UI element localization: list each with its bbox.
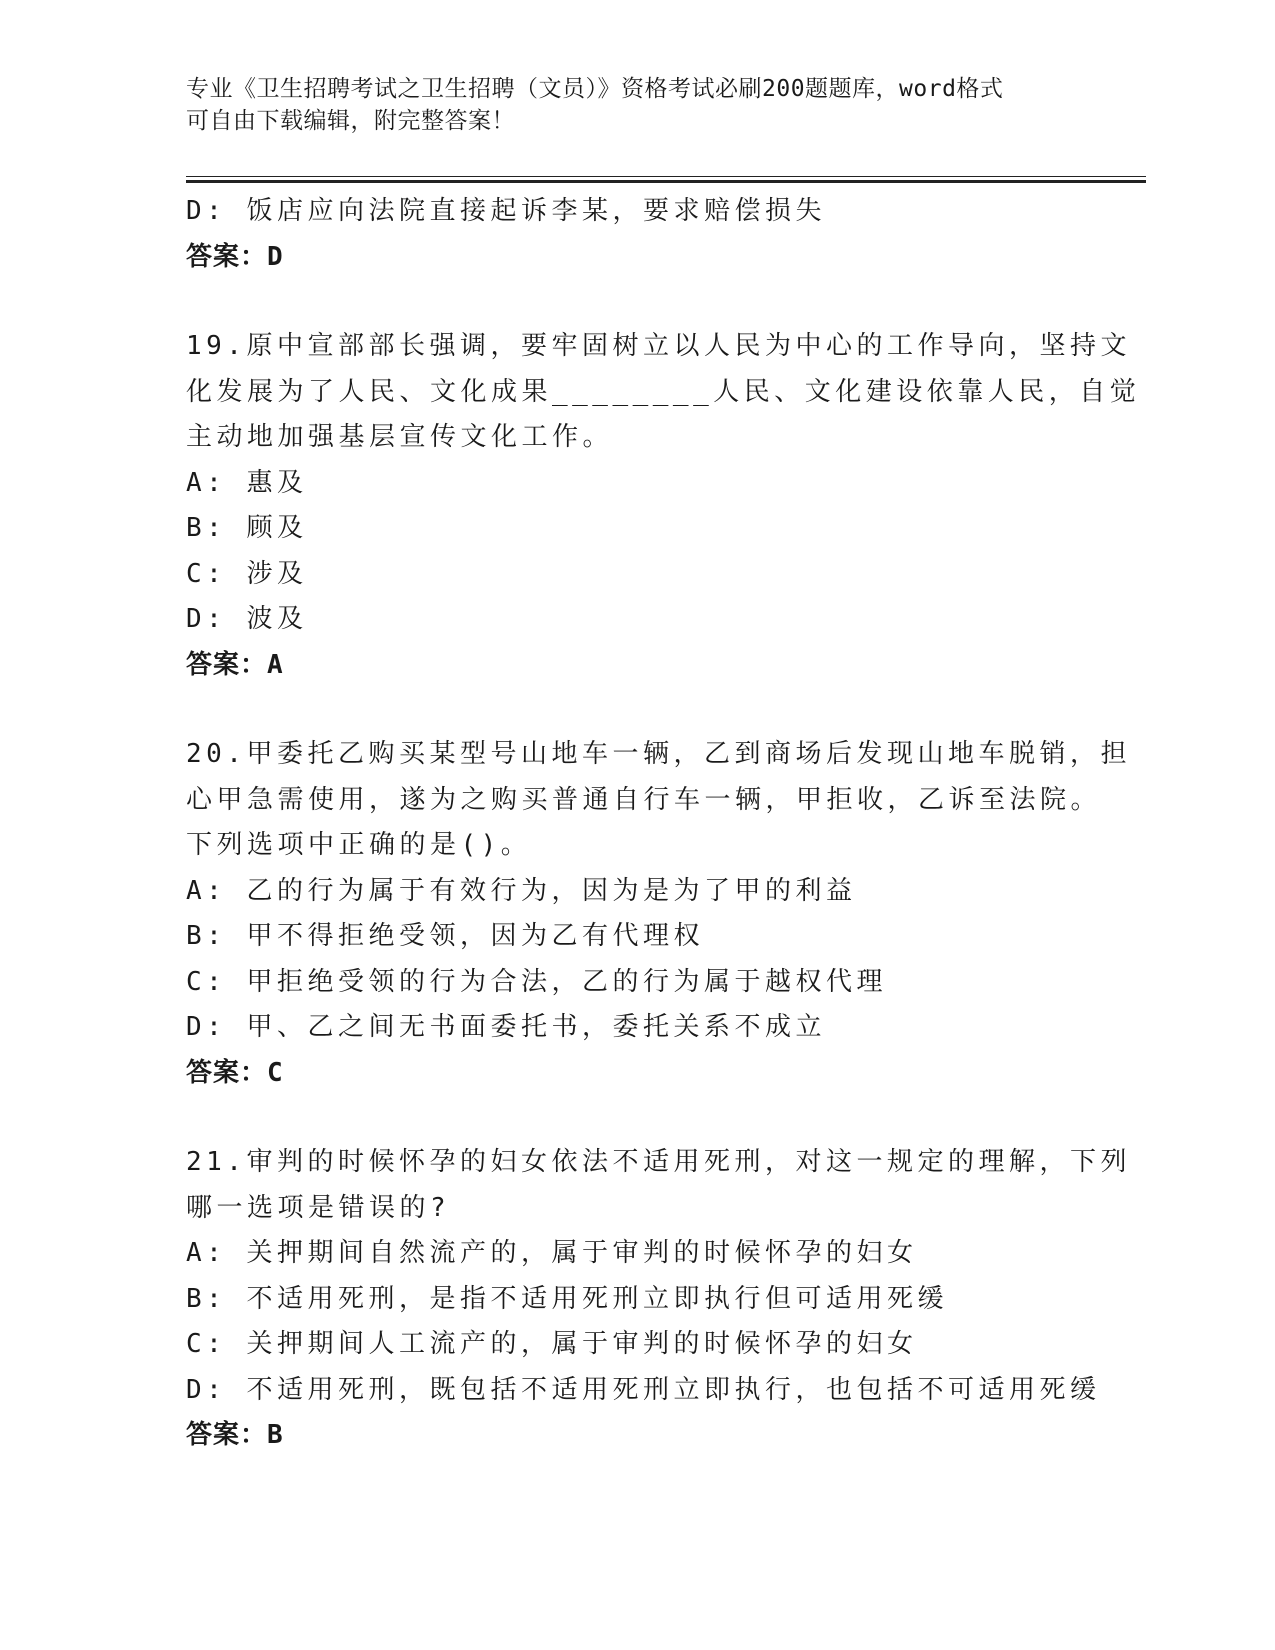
question-20 [186,732,1131,1096]
option-c: C: 甲拒绝受领的行为合法，乙的行为属于越权代理 [186,966,887,997]
option-b: B: 顾及 [186,513,308,543]
option-b: B: 甲不得拒绝受领，因为乙有代理权 [186,921,704,951]
question-text-line: 21.审判的时候怀孕的妇女依法不适用死刑，对这一规定的理解，下列 [186,1147,1131,1177]
header-divider-thick [186,180,1146,183]
option-b: B: 不适用死刑，是指不适用死刑立即执行但可适用死缓 [186,1283,948,1314]
option-c: C: 关押期间人工流产的，属于审判的时候怀孕的妇女 [186,1329,918,1359]
option-d: D: 甲、乙之间无书面委托书，委托关系不成立 [186,1012,826,1042]
question-text-line: 20.甲委托乙购买某型号山地车一辆，乙到商场后发现山地车脱销，担 [186,739,1131,769]
question-text-line: 主动地加强基层宣传文化工作。 [186,422,614,452]
answer-line: 答案：B [186,1420,284,1450]
question-text-line: 心甲急需使用，遂为之购买普通自行车一辆，甲拒收，乙诉至法院。 [186,784,1102,815]
answer-line: 答案：D [186,241,284,272]
header-title-line-1: 专业《卫生招聘考试之卫生招聘（文员）》资格考试必刷200题题库，word格式 [186,76,1004,102]
option-a: A: 关押期间自然流产的，属于审判的时候怀孕的妇女 [186,1238,918,1268]
spacer [186,280,1086,324]
option-a: A: 乙的行为属于有效行为，因为是为了甲的利益 [186,875,857,906]
option-a: A: 惠及 [186,467,308,498]
question-text-line: 19.原中宣部部长强调，要牢固树立以人民为中心的工作导向，坚持文 [186,331,1131,361]
answer-line: 答案：C [186,1057,284,1088]
question-text-line: 化发展为了人民、文化成果________人民、文化建设依靠人民，自觉 [186,376,1141,407]
answer-line: 答案：A [186,649,284,680]
option-c: C: 涉及 [186,558,308,589]
question-18-tail [186,189,1086,280]
header-title-line-2: 可自由下载编辑，附完整答案！ [186,108,515,134]
spacer [186,1096,1086,1140]
header-divider-thin [186,176,1146,177]
question-list [186,189,1141,1459]
option-d: D: 波及 [186,604,308,634]
question-text-line: 下列选项中正确的是()。 [186,830,532,860]
spacer [186,688,1086,732]
document-header [186,73,1066,137]
option-d: D: 不适用死刑，既包括不适用死刑立即执行，也包括不可适用死缓 [186,1374,1101,1405]
option-d: D: 饭店应向法院直接起诉李某，要求赔偿损失 [186,196,826,226]
question-19 [186,324,1141,688]
question-text-line: 哪一选项是错误的? [186,1192,451,1223]
question-21 [186,1140,1131,1459]
